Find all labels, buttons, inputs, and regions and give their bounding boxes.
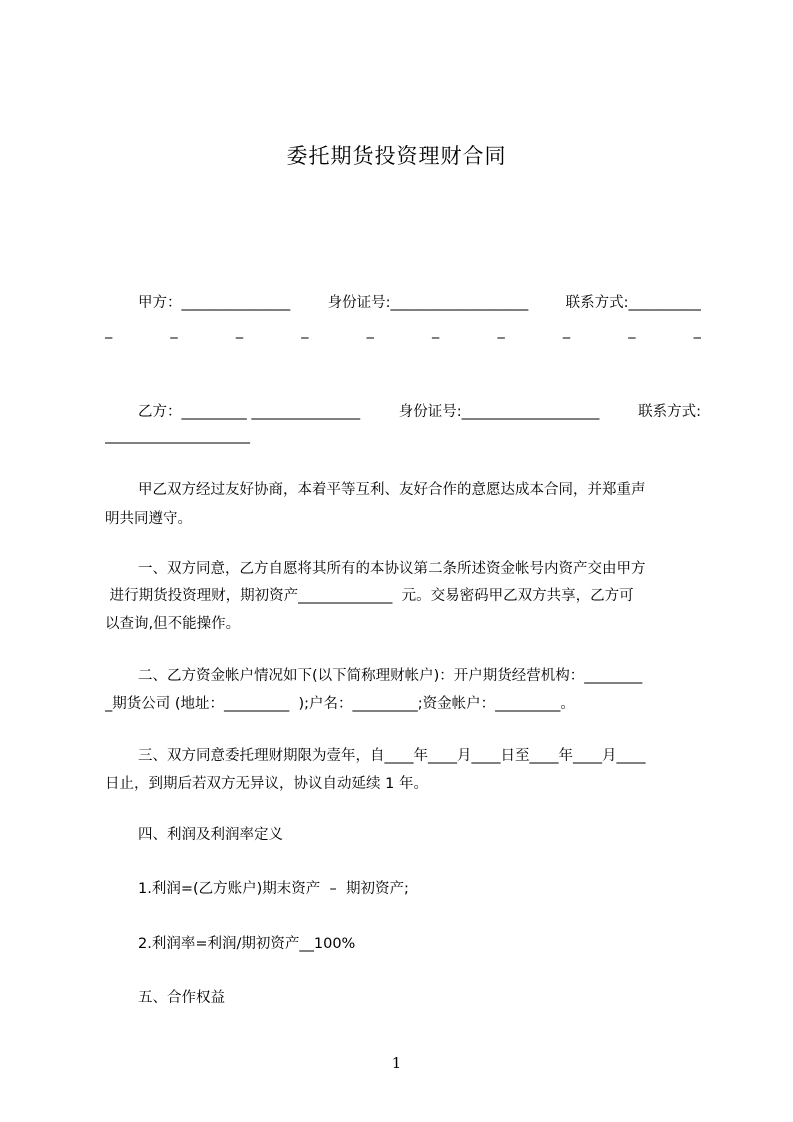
party-b-id-field: 身份证号:___________________ [398,404,600,420]
clause-1-line-3: 以查询,但不能操作。 [105,616,241,632]
dash-mark: _ [301,323,309,339]
party-b-contact-label: 联系方式: [638,404,701,420]
party-b-line [105,400,701,421]
dash-mark: _ [170,323,178,339]
party-b-contact-field: ____________________ [105,428,250,444]
intro-line-1: 甲乙双方经过友好协商，本着平等互利、友好合作的意愿达成本合同，并郑重声 [138,482,646,498]
party-a-contact-field: 联系方式:__________ [565,295,701,311]
dash-mark: _ [562,323,571,339]
intro-line-2: 明共同遵守。 [105,511,192,527]
page-number: 1 [391,1054,402,1072]
dash-mark: _ [366,323,374,339]
clause-2-line-1: 二、乙方资金帐户情况如下(以下简称理财帐户)：开户期货经营机构：________ [138,668,643,684]
clause-1-line-1: 一、双方同意，乙方自愿将其所有的本协议第二条所述资金帐号内资产交由甲方 [138,561,646,577]
party-a-dash-line [105,323,701,339]
party-a-id-field: 身份证号:___________________ [327,295,529,311]
page-title: 委托期货投资理财合同 [286,144,507,168]
dash-mark: _ [432,323,440,339]
clause-5-heading: 五、合作权益 [138,990,225,1006]
clause-2-line-2: _期货公司 (地址：_________ );户名：_________;资金帐户：_________。 [105,696,575,712]
dash-mark: _ [693,323,701,339]
party-b-name-seg: 乙方：_________ [138,404,247,420]
clause-3-line-1: 三、双方同意委托理财期限为壹年，自____年____月____日至____年____月____ [138,748,646,764]
dash-mark: _ [628,323,636,339]
party-a-name-field: 甲方：_______________ [138,295,291,311]
dash-mark: _ [497,323,505,339]
party-a-line [105,291,701,312]
clause-4-item-2: 2.利润率=利润/期初资产__100% [138,936,356,952]
clause-1-line-2: 进行期货投资理财，期初资产_____________ 元。交易密码甲乙双方共享，乙方可 [105,588,634,604]
dash-mark: _ [235,323,244,339]
clause-4-heading: 四、利润及利润率定义 [138,827,283,843]
dash-mark: _ [105,323,113,339]
clause-3-line-2: 日止，到期后若双方无异议，协议自动延续 1 年。 [105,776,428,792]
party-b-name-seg-2: _______________ [251,404,361,420]
party-b-name-field [138,400,360,421]
clause-4-item-1: 1.利润=(乙方账户)期末资产 – 期初资产; [138,881,409,897]
